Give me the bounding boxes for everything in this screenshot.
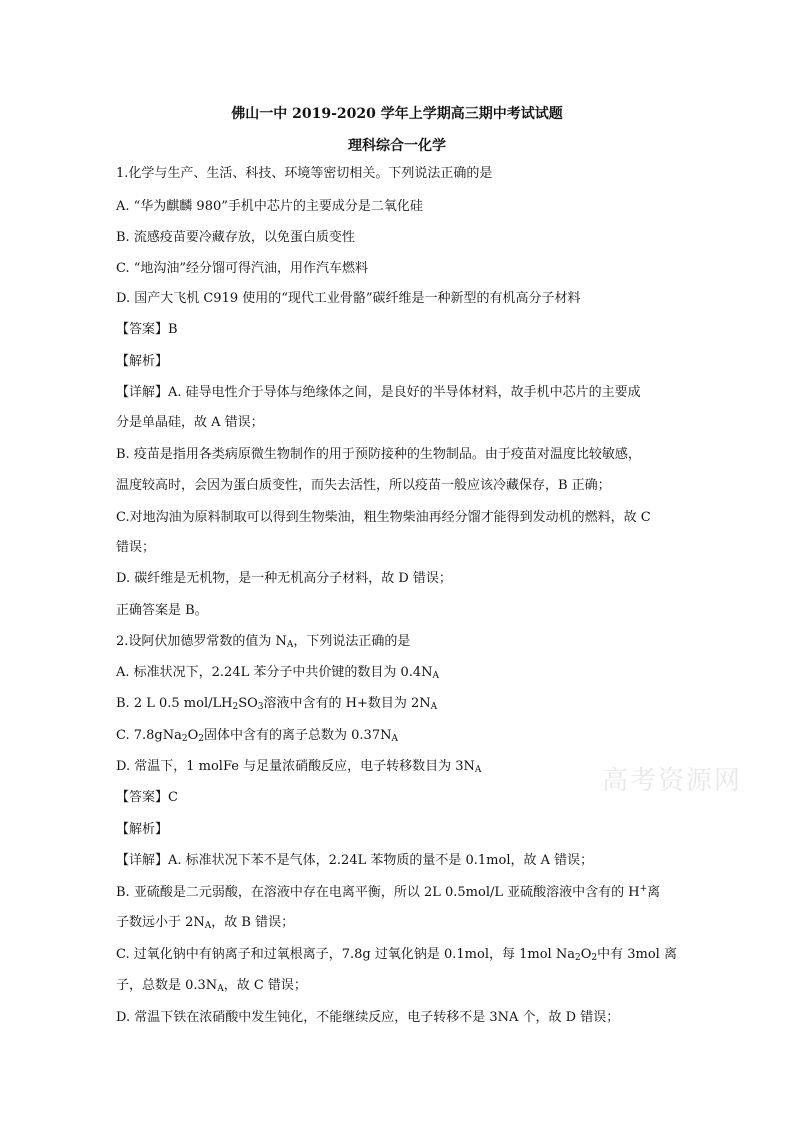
q2-detail-a: 【详解】A. 标准状况下苯不是气体，2.24L 苯物质的量不是 0.1mol，故 A 错误； (116, 853, 594, 868)
q2-detail-b2-text: 子数远小于 2N (116, 915, 205, 930)
q1-detail-b-line2: 温度较高时，会因为蛋白质变性，而失去活性，所以疫苗一般应该冷藏保存，B 正确； (116, 478, 611, 493)
q2-option-c-text: C. 7.8gNa (116, 728, 182, 743)
q1-analysis-label: 【解析】 (116, 354, 169, 369)
q2-option-b-text: B. 2 L 0.5 mol/LH (116, 696, 233, 711)
q1-detail-b-line1: B. 疫苗是指用各类病原微生物制作的用于预防接种的生物制品。由于疫苗对温度比较敏感， (116, 447, 641, 462)
q2-detail-b-line2 (116, 914, 694, 932)
q1-option-d: D. 国产大飞机 C919 使用的“现代工业骨骼”碳纤维是一种新型的有机高分子材料 (116, 291, 581, 306)
q2-option-c-text-mid: O (187, 728, 199, 743)
q1-conclusion: 正确答案是 B。 (116, 603, 208, 618)
watermark: 高考资源网 (602, 766, 743, 796)
q2-option-a-text: A. 标准状况下，2.24L 苯分子中共价键的数目为 0.4N (116, 665, 433, 680)
subscript-2: 2 (232, 702, 239, 712)
subscript-a: A (204, 921, 212, 931)
exam-subtitle: 理科综合一化学 (348, 138, 446, 154)
q2-detail-c-line1 (116, 946, 694, 964)
superscript-plus: + (639, 884, 648, 894)
exam-title: 佛山一中 2019-2020 学年上学期高三期中考试试题 (231, 106, 563, 122)
q2-detail-b-line1 (116, 884, 694, 902)
q2-analysis-label: 【解析】 (116, 822, 169, 837)
q2-option-d-text: D. 常温下，1 molFe 与足量浓硝酸反应，电子转移数目为 3N (116, 759, 475, 774)
subscript-2: 2 (198, 734, 205, 744)
q2-option-b (116, 695, 694, 713)
subscript-2: 2 (591, 953, 598, 963)
subscript-a: A (430, 702, 438, 712)
subscript-3: 3 (257, 702, 264, 712)
q2-stem-text-end: ，下列说法正确的是 (293, 634, 411, 649)
q1-detail-a-line1: 【详解】A. 硅导电性介于导体与绝缘体之间，是良好的半导体材料，故手机中芯片的主要成 (116, 385, 641, 400)
subscript-a: A (286, 640, 294, 650)
q2-detail-c2-text: 子，总数是 0.3N (116, 978, 218, 993)
subscript-2: 2 (574, 953, 581, 963)
q2-stem-text: 2.设阿伏加德罗常数的值为 N (116, 634, 287, 649)
q2-detail-b-text-end: 离 (647, 885, 661, 900)
subscript-2: 2 (181, 734, 188, 744)
q2-detail-c-text-mid: O (580, 947, 592, 962)
subscript-a: A (432, 671, 440, 681)
q2-detail-b2-text-end: ，故 B 错误； (211, 915, 295, 930)
q2-detail-c2-text-end: ，故 C 错误； (223, 978, 307, 993)
q2-option-c (116, 727, 694, 745)
q2-detail-c-line2 (116, 977, 694, 995)
q1-answer: 【答案】B (116, 322, 178, 337)
q2-answer: 【答案】C (116, 790, 178, 805)
q2-option-c-text-end: 固体中含有的离子总数为 0.37N (204, 728, 392, 743)
q2-option-a (116, 664, 694, 682)
q1-stem: 1.化学与生产、生活、科技、环境等密切相关。下列说法正确的是 (116, 166, 493, 181)
q2-detail-c-text: C. 过氧化钠中有钠离子和过氧根离子，7.8g 过氧化钠是 0.1mol，每 1mol Na (116, 947, 575, 962)
q1-option-a: A. “华为麒麟 980”手机中芯片的主要成分是二氧化硅 (116, 199, 423, 214)
q1-option-b: B. 流感疫苗要冷藏存放，以免蛋白质变性 (116, 230, 355, 245)
q1-detail-d: D. 碳纤维是无机物，是一种无机高分子材料，故 D 错误； (116, 571, 452, 586)
q1-detail-c-line2: 错误； (116, 540, 156, 555)
q2-option-b-text-mid: SO (238, 696, 258, 711)
q2-detail-d: D. 常温下铁在浓硝酸中发生钝化，不能继续反应，电子转移不是 3NA 个，故 D 错误； (116, 1010, 620, 1025)
q2-stem (116, 633, 694, 651)
subscript-a: A (474, 765, 482, 775)
subscript-a: A (217, 984, 224, 994)
q2-detail-c-text-end: 中有 3mol 离 (597, 947, 677, 962)
q1-option-c: C. “地沟油”经分馏可得汽油，用作汽车燃料 (116, 261, 369, 276)
subscript-a: A (391, 734, 398, 744)
q2-option-b-text-end: 溶液中含有的 H+数目为 2N (263, 696, 431, 711)
q1-detail-a-line2: 分是单晶硅，故 A 错误； (116, 415, 264, 430)
q1-detail-c-line1: C.对地沟油为原料制取可以得到生物柴油，粗生物柴油再经分馏才能得到发动机的燃料，故 C (116, 510, 651, 525)
q2-detail-b-text: B. 亚硫酸是二元弱酸，在溶液中存在电离平衡，所以 2L 0.5mol/L 亚硫酸溶液中含有的 H (116, 885, 640, 900)
